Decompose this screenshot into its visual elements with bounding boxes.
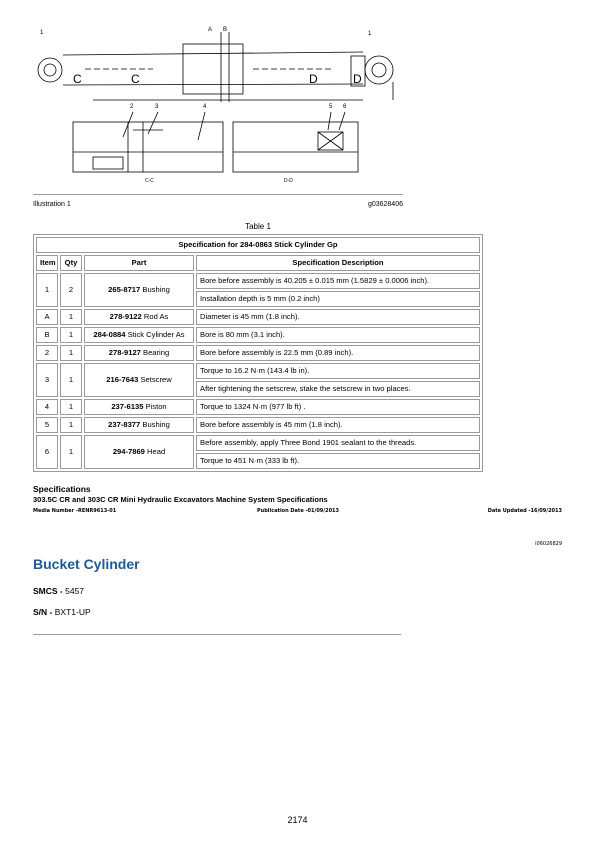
part-number: 237-8377 — [108, 420, 141, 429]
cell-part — [84, 417, 194, 433]
cell-qty: 1 — [60, 363, 82, 397]
table-title: Table 1 — [245, 222, 271, 231]
sn-value: BXT1-UP — [54, 607, 91, 617]
section-label-c-left: C — [73, 72, 82, 86]
cell-qty: 1 — [60, 345, 82, 361]
cell-spec: Bore before assembly is 45 mm (1.8 inch). — [196, 417, 480, 433]
section-rule — [33, 634, 401, 635]
cell-qty: 1 — [60, 309, 82, 325]
callout-6: 6 — [343, 104, 347, 110]
cell-spec: Torque to 16.2 N·m (143.4 lb in). — [196, 363, 480, 379]
cell-item: 3 — [36, 363, 58, 397]
illustration-label: Illustration 1 — [33, 201, 71, 208]
document-id: i06026829 — [535, 541, 562, 547]
cell-spec: Bore is 80 mm (3.1 inch). — [196, 327, 480, 343]
part-name: Rod As — [143, 312, 169, 321]
callout-2: 2 — [130, 104, 134, 110]
table-row — [36, 399, 480, 415]
graphic-id: g03628406 — [367, 201, 403, 208]
cell-qty: 1 — [60, 327, 82, 343]
part-name: Bearing — [143, 348, 170, 357]
table-row — [36, 363, 480, 379]
part-number: 237-6135 — [111, 402, 144, 411]
table-row — [36, 309, 480, 325]
cell-item: 4 — [36, 399, 58, 415]
cell-spec: Bore before assembly is 22.5 mm (0.89 inch). — [196, 345, 480, 361]
view-label-cc: C-C — [145, 178, 154, 184]
callout-1-right: 1 — [368, 31, 372, 37]
cell-spec: Bore before assembly is 40.205 ± 0.015 mm (1.5829 ± 0.0006 inch). — [196, 273, 480, 289]
cell-item: 1 — [36, 273, 58, 307]
part-name: Setscrew — [140, 375, 172, 384]
media-number: Media Number -RENR9613-01 — [33, 508, 117, 514]
sn-label: S/N - — [33, 607, 53, 617]
table-row — [36, 327, 480, 343]
part-number: 216-7643 — [106, 375, 139, 384]
part-number: 265-8717 — [108, 285, 141, 294]
illustration-rule — [33, 194, 403, 195]
section-label-d-right: D — [353, 72, 362, 86]
cylinder-drawing — [33, 22, 403, 190]
cell-qty: 2 — [60, 273, 82, 307]
cell-item: 5 — [36, 417, 58, 433]
part-number: 278-9122 — [109, 312, 142, 321]
cell-item: A — [36, 309, 58, 325]
callout-5: 5 — [329, 104, 333, 110]
table-row — [36, 345, 480, 361]
table-row — [36, 273, 480, 289]
view-label-dd: D-D — [284, 178, 293, 184]
part-name: Stick Cylinder As — [127, 330, 185, 339]
part-name: Head — [147, 447, 166, 456]
section-label-c-right: C — [131, 72, 140, 86]
header-spec: Specification Description — [196, 255, 480, 271]
publication-date: Publication Date -01/09/2013 — [257, 508, 340, 514]
cell-item: B — [36, 327, 58, 343]
section-label-d-left: D — [309, 72, 318, 86]
cell-part — [84, 435, 194, 469]
part-name: Bushing — [142, 420, 170, 429]
part-number: 278-9127 — [108, 348, 141, 357]
header-item: Item — [36, 255, 58, 271]
cell-qty: 1 — [60, 435, 82, 469]
cell-item: 6 — [36, 435, 58, 469]
table-row — [36, 417, 480, 433]
smcs-line — [33, 586, 84, 596]
smcs-value: 5457 — [65, 586, 85, 596]
cell-spec: Torque to 1324 N·m (977 lb ft) . — [196, 399, 480, 415]
spec-table — [33, 234, 483, 472]
cell-spec: Before assembly, apply Three Bond 1901 sealant to the threads. — [196, 435, 480, 451]
header-part: Part — [84, 255, 194, 271]
date-updated: Date Updated -16/09/2013 — [487, 508, 562, 514]
cell-part — [84, 327, 194, 343]
part-name: Piston — [145, 402, 167, 411]
callout-4: 4 — [203, 104, 207, 110]
cell-qty: 1 — [60, 417, 82, 433]
section-title: Bucket Cylinder — [33, 556, 140, 572]
header-qty: Qty — [60, 255, 82, 271]
callout-3: 3 — [155, 104, 159, 110]
cell-part — [84, 273, 194, 307]
cell-qty: 1 — [60, 399, 82, 415]
cell-item: 2 — [36, 345, 58, 361]
cell-spec: Installation depth is 5 mm (0.2 inch) — [196, 291, 480, 307]
cell-part — [84, 363, 194, 397]
cell-spec: Torque to 451 N·m (333 lb ft). — [196, 453, 480, 469]
cell-part — [84, 399, 194, 415]
cell-spec: After tightening the setscrew, stake the setscrew in two places. — [196, 381, 480, 397]
callout-1-left: 1 — [40, 30, 44, 36]
page-number: 2174 — [287, 815, 308, 825]
cell-part — [84, 309, 194, 325]
callout-b: B — [223, 27, 228, 33]
specifications-subtitle: 303.5C CR and 303C CR Mini Hydraulic Excavators Machine System Specifications — [33, 495, 328, 504]
specifications-heading: Specifications — [33, 484, 91, 494]
cell-part — [84, 345, 194, 361]
cylinder-illustration — [33, 22, 403, 190]
table-caption: Specification for 284-0863 Stick Cylinder Gp — [36, 237, 480, 253]
part-name: Bushing — [142, 285, 170, 294]
smcs-label: SMCS - — [33, 586, 63, 596]
part-number: 284-0884 — [93, 330, 126, 339]
table-row — [36, 435, 480, 451]
serial-number-line — [33, 607, 91, 617]
callout-a: A — [208, 27, 213, 33]
cell-spec: Diameter is 45 mm (1.8 inch). — [196, 309, 480, 325]
part-number: 294-7869 — [112, 447, 145, 456]
